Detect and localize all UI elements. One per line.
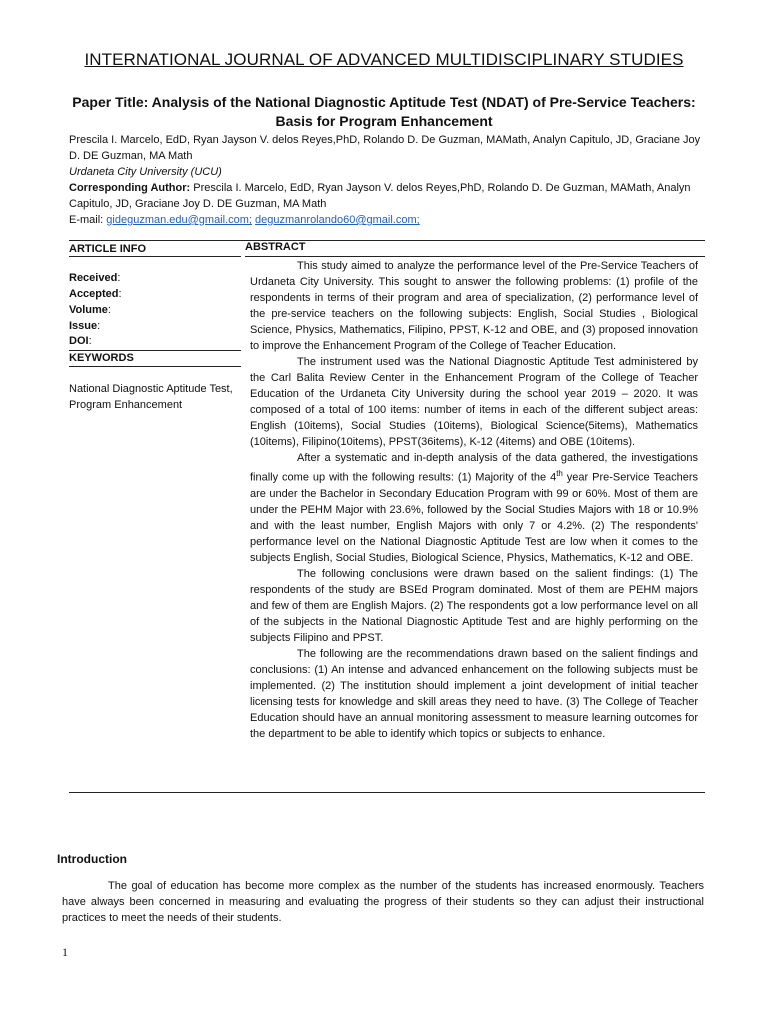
bottom-rule [69, 792, 705, 793]
volume-row [69, 304, 239, 316]
info-header-rule [69, 256, 241, 257]
corresponding-author [69, 180, 701, 212]
abstract-paragraph: The following conclusions were drawn based on the salient findings: (1) The respondents of the study are BSEd Program dominated. Most of them are PEHM majors and few of them are English Majors. (2) The respondents got a low performance level on all of the subjects in the National Diagnostic Aptitude Test and are highly performing on the subjects Filipino and PPST. [250, 567, 698, 644]
university: Urdaneta City University (UCU) [69, 166, 222, 178]
email-line [69, 212, 701, 228]
abstract-header-rule [245, 256, 705, 257]
corresponding-names: Prescila I. Marcelo, EdD, Ryan Jayson V. delos Reyes,PhD, Rolando D. De Guzman, MAMath, Analyn Capitulo, JD, Graciane Joy D. DE Guzman, MA Math [69, 182, 691, 210]
abstract-text: After a systematic and in-depth analysis of the data gathered, the investigations finally come up with the following results: (1) Majority of the 4 [250, 452, 698, 484]
volume-label: Volume [69, 304, 108, 316]
corresponding-label: Corresponding Author: [69, 182, 191, 194]
keywords-text: National Diagnostic Aptitude Test, Program Enhancement [69, 383, 233, 411]
accepted-label: Accepted [69, 288, 119, 300]
colon: : [88, 335, 92, 347]
email-label: E-mail: [69, 214, 107, 226]
paper-title: Paper Title: Analysis of the National Diagnostic Aptitude Test (NDAT) of Pre-Service Teachers: Basis for Program Enhancement [72, 94, 696, 129]
email-link-1[interactable]: gideguzman.edu@gmail.com; [106, 214, 252, 226]
received-label: Received [69, 272, 118, 284]
email-link-2[interactable]: deguzmanrolando60@gmail.com; [255, 214, 420, 226]
page-number: 1 [62, 945, 68, 959]
keywords-header: KEYWORDS [69, 350, 241, 367]
colon: : [97, 320, 101, 332]
colon: : [118, 288, 122, 300]
abstract-paragraph: The instrument used was the National Diagnostic Aptitude Test administered by the Carl Balita Review Center in the Enhancement Program of the College of Teacher Education of the Urdaneta City University during the school year 2019 – 2020. It was composed of a total of 100 items: number of items in each of the different subject areas: English (10items), Social Studies (10items), Biological Science(5items), Mathematics (10items), Filipino(10items), PPST(36items), K-12 (4items) and OBE (10items). [250, 356, 698, 448]
accepted-row [69, 288, 239, 300]
article-info-header: ARTICLE INFO [69, 243, 146, 255]
superscript: th [556, 469, 563, 478]
abstract-paragraph [250, 450, 698, 566]
introduction-text: The goal of education has become more complex as the number of the students has increased enormously. Teachers have always been concerned in measuring and evaluating the progress of their students so they can adjust their instructional practices to meet the needs of their students. [62, 880, 704, 924]
issue-row [69, 320, 239, 332]
abstract-body [250, 258, 698, 742]
abstract-paragraph: This study aimed to analyze the performance level of the Pre-Service Teachers of Urdaneta City University. This sought to answer the following problems: (1) profile of the respondents in terms of their program and area of specialization, (2) performance level of the pre-service teachers on the following subjects: English, Social Studies , Biological Science, Physics, Mathematics, Filipino, PPST, K-12 and OBE, and (3) proposed innovation to improve the Enhancement Program of the College of Teacher Education. [250, 260, 698, 352]
abstract-text: year Pre-Service Teachers are under the Bachelor in Secondary Education Program with 99 or 60%. Most of them are under the PEHM Major with 23.6%, followed by the Social Studies Majors with 18 or 10.9% and with the least number, English Majors with only 7 or 4.2%. (2) The respondents' performance level on the National Diagnostic Aptitude Test are low when it comes to the subjects English, Social Studies, Biological Science, Physics, Mathematics, K-12 and OBE. [250, 471, 698, 564]
issue-label: Issue [69, 320, 98, 332]
abstract-paragraph: The following are the recommendations drawn based on the salient findings and conclusions: (1) An intense and advanced enhancement on the following subjects must be implemented. (2) The institution should implement a joint development of initial teacher licensing tests for knowledge and skill areas they need to have. (3) The College of Teacher Education should have an annual monitoring assessment to measure learning outcomes for the department to be able to identify which topics or subjects to enhance. [250, 647, 698, 740]
abstract-header: ABSTRACT [245, 241, 306, 253]
colon: : [117, 272, 121, 284]
doi-label: DOI [69, 335, 89, 347]
doi-row [69, 335, 239, 347]
authors: Prescila I. Marcelo, EdD, Ryan Jayson V. delos Reyes,PhD, Rolando D. De Guzman, MAMath, Analyn Capitulo, JD, Graciane Joy D. DE Guzman, MA Math [69, 134, 701, 162]
received-row [69, 272, 239, 284]
introduction-heading: Introduction [57, 852, 127, 866]
colon: : [107, 304, 111, 316]
journal-title: INTERNATIONAL JOURNAL OF ADVANCED MULTIDISCIPLINARY STUDIES [84, 50, 684, 69]
